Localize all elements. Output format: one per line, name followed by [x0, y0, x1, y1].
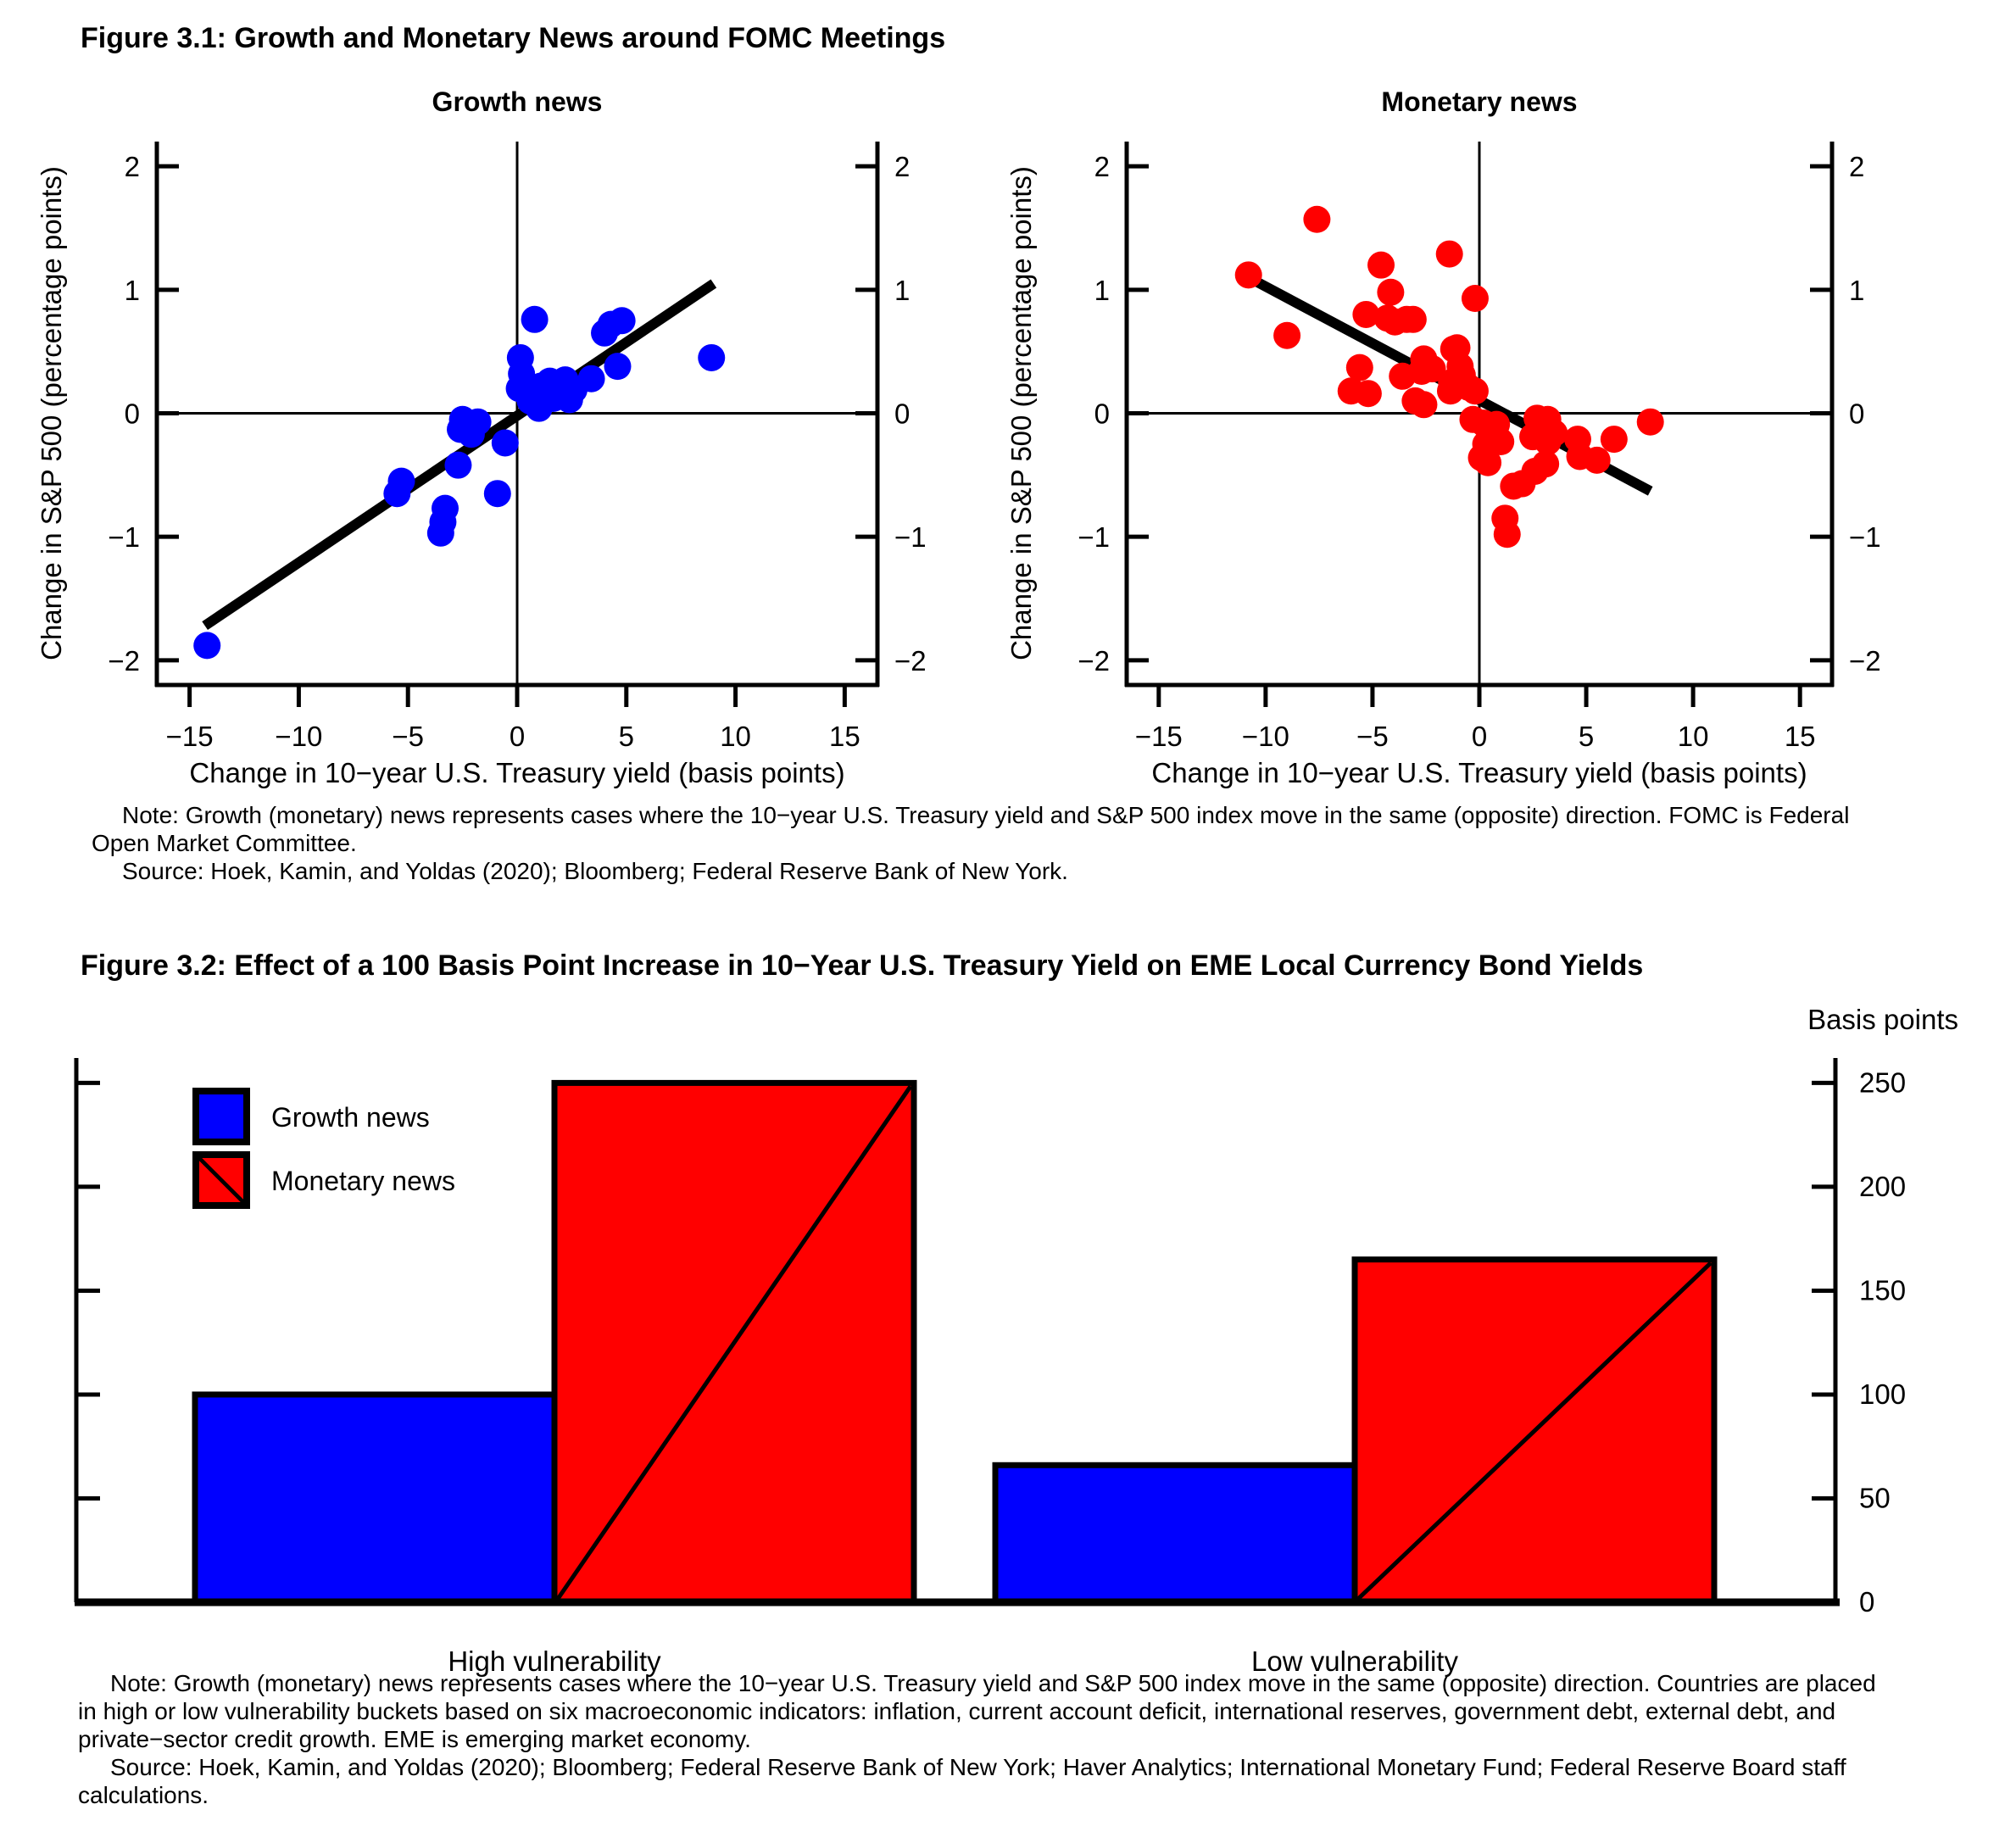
- tick-label: 0: [509, 721, 526, 752]
- tick-label: 10: [720, 721, 751, 752]
- scatter-point: [427, 520, 454, 547]
- x-axis-label: Change in 10−year U.S. Treasury yield (basis points): [1151, 757, 1807, 788]
- scatter-point: [1410, 391, 1437, 418]
- scatter-point: [1346, 354, 1373, 381]
- tick-label: −2: [1078, 644, 1110, 677]
- scatter-point: [1462, 285, 1489, 312]
- bar-units-label: Basis points: [1807, 1004, 1958, 1035]
- scatter-point: [193, 632, 220, 659]
- tick-label: −1: [1078, 521, 1110, 554]
- scatter-point: [465, 409, 492, 436]
- source-line: calculations.: [78, 1782, 209, 1808]
- tick-label: 1: [894, 274, 911, 306]
- category-label-low-vulnerability: Low vulnerability: [1251, 1645, 1458, 1677]
- tick-label: 1: [124, 274, 140, 306]
- scatter-point: [444, 452, 471, 479]
- scatter-point: [1436, 241, 1463, 268]
- tick-label: −1: [894, 521, 927, 554]
- note-line: Note: Growth (monetary) news represents cases where the 10−year U.S. Treasury yield and S&P 500 index move in the same (opposite) direction. FOMC is Federal: [122, 802, 1850, 828]
- bar-growth-news: [995, 1465, 1355, 1602]
- note-line: Open Market Committee.: [92, 830, 357, 856]
- tick-label: 250: [1859, 1066, 1907, 1099]
- legend-label-growth-news: Growth news: [271, 1102, 430, 1133]
- fomc-scatter-charts: [0, 0, 2016, 801]
- tick-label: −10: [1241, 721, 1289, 752]
- y-axis-label: Change in S&P 500 (percentage points): [36, 166, 67, 660]
- scatter-point: [698, 344, 725, 371]
- scatter-point: [1637, 409, 1664, 436]
- tick-label: 50: [1859, 1482, 1891, 1514]
- tick-label: −15: [1134, 721, 1183, 752]
- legend-swatch-growth-news: [192, 1088, 250, 1145]
- scatter-point: [1584, 447, 1611, 474]
- note-line: Note: Growth (monetary) news represents cases where the 10−year U.S. Treasury yield and S&P 500 index move in the same (opposite) direction. Countries are placed: [110, 1670, 1876, 1696]
- legend-swatch-monetary-news: [192, 1151, 250, 1209]
- scatter-point: [609, 307, 636, 334]
- scatter-point: [578, 365, 605, 393]
- tick-label: 5: [618, 721, 634, 752]
- bar-growth-news: [195, 1395, 554, 1602]
- tick-label: 1: [1849, 274, 1865, 306]
- scatter-point: [1303, 206, 1330, 233]
- tick-label: 200: [1859, 1170, 1907, 1202]
- note-line: in high or low vulnerability buckets based on six macroeconomic indicators: inflation, current account deficit, international reserves, government debt, external debt, and: [78, 1698, 1836, 1724]
- scatter-point: [383, 480, 410, 507]
- growth-scatter-title: Growth news: [432, 86, 603, 117]
- scatter-point: [1487, 428, 1514, 455]
- scatter-point: [1494, 521, 1521, 548]
- tick-label: 0: [1471, 721, 1488, 752]
- tick-label: 1: [1094, 274, 1110, 306]
- scatter-point: [1355, 380, 1382, 407]
- tick-label: −15: [165, 721, 214, 752]
- scatter-point: [1601, 426, 1628, 453]
- scatter-point: [1400, 306, 1427, 333]
- scatter-point: [492, 429, 519, 456]
- scatter-point: [1377, 279, 1404, 306]
- tick-label: −5: [392, 721, 425, 752]
- tick-label: 2: [1094, 151, 1110, 183]
- figure-3-1-title: Figure 3.1: Growth and Monetary News around FOMC Meetings: [81, 22, 946, 54]
- tick-label: 0: [124, 398, 140, 430]
- tick-label: 0: [1849, 398, 1865, 430]
- tick-label: −2: [894, 644, 927, 677]
- monetary-scatter-title: Monetary news: [1381, 86, 1578, 117]
- scatter-point: [604, 353, 631, 380]
- tick-label: 10: [1677, 721, 1709, 752]
- tick-label: −2: [1849, 644, 1881, 677]
- tick-label: −10: [275, 721, 323, 752]
- tick-label: 0: [1094, 398, 1110, 430]
- tick-label: 2: [894, 151, 911, 183]
- x-axis-label: Change in 10−year U.S. Treasury yield (basis points): [189, 757, 845, 788]
- category-label-high-vulnerability: High vulnerability: [448, 1645, 661, 1677]
- tick-label: 0: [894, 398, 911, 430]
- scatter-point: [1235, 261, 1262, 288]
- tick-label: 150: [1859, 1274, 1907, 1306]
- scatter-point: [521, 306, 549, 333]
- eme-bar-chart: [0, 1043, 2016, 1704]
- scatter-point: [1532, 450, 1559, 477]
- tick-label: −1: [108, 521, 140, 554]
- tick-label: −1: [1849, 521, 1881, 554]
- note-line: private−sector credit growth. EME is emerging market economy.: [78, 1726, 751, 1752]
- scatter-point: [1462, 377, 1489, 404]
- scatter-point: [1540, 420, 1568, 447]
- source-line: Source: Hoek, Kamin, and Yoldas (2020); Bloomberg; Federal Reserve Bank of New York; Haver Analytics; International Monetary Fund; Federal Reserve Board staff: [110, 1754, 1846, 1780]
- scatter-point: [484, 480, 511, 507]
- source-line: Source: Hoek, Kamin, and Yoldas (2020); Bloomberg; Federal Reserve Bank of New York.: [122, 858, 1068, 884]
- scatter-point: [1367, 252, 1395, 279]
- figure-3-2-title: Figure 3.2: Effect of a 100 Basis Point Increase in 10−Year U.S. Treasury Yield on EME Local Currency Bond Yields: [81, 949, 1644, 982]
- tick-label: 100: [1859, 1378, 1907, 1410]
- y-axis-label: Change in S&P 500 (percentage points): [1005, 166, 1037, 660]
- tick-label: 2: [124, 151, 140, 183]
- tick-label: 15: [1784, 721, 1816, 752]
- tick-label: −2: [108, 644, 140, 677]
- tick-label: 15: [829, 721, 860, 752]
- legend-label-monetary-news: Monetary news: [271, 1166, 455, 1196]
- tick-label: 2: [1849, 151, 1865, 183]
- tick-label: −5: [1356, 721, 1389, 752]
- tick-label: 0: [1859, 1586, 1875, 1618]
- scatter-point: [1273, 322, 1300, 349]
- tick-label: 5: [1578, 721, 1595, 752]
